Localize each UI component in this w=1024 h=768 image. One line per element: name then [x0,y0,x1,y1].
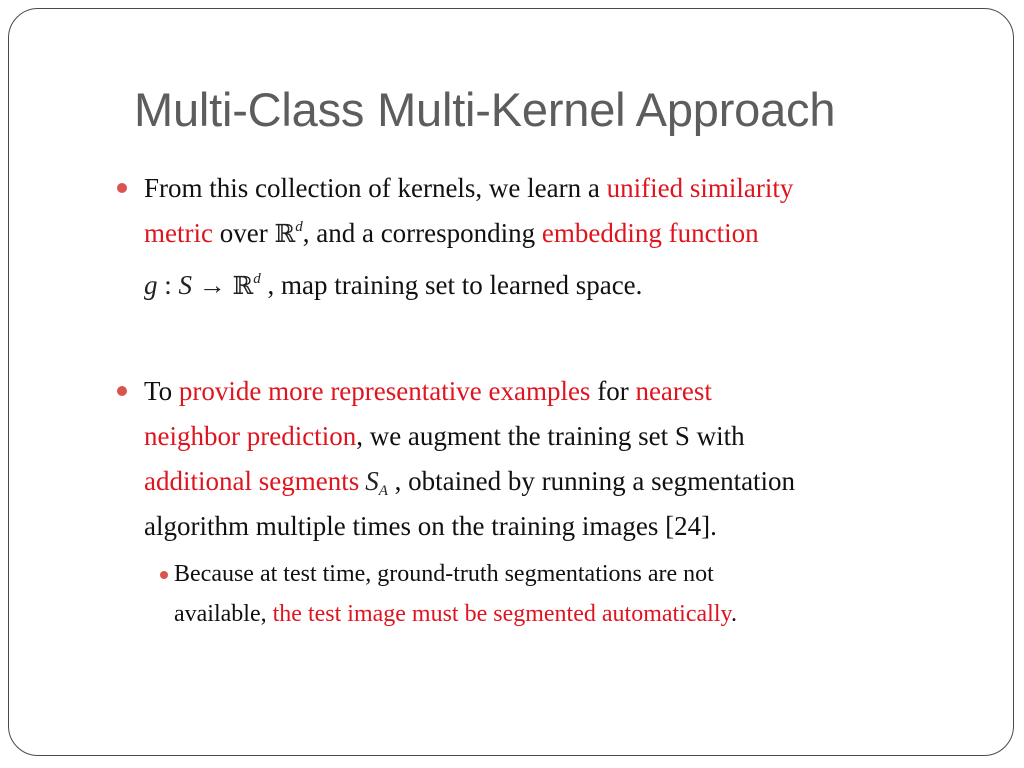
highlight-text: embedding function [541,218,759,248]
sub-bullet-line [174,555,714,594]
slide-title: Multi-Class Multi-Kernel Approach [134,83,836,136]
text: , we augment the training set S with [356,421,745,451]
text: , map training set to learned space. [260,270,643,300]
highlight-text: metric [144,218,213,248]
highlight-text: provide more representative examples [178,376,591,406]
sub-bullet-dot [160,571,168,579]
text: Because at test time, ground-truth segmentations are not [174,561,714,587]
text: From this collection of kernels, we learn a [144,173,607,203]
highlight-text: unified similarity [606,173,794,203]
math-rd: ℝ$^d$ [274,219,303,248]
highlight-text: the test image must be segmented automatically [272,601,731,627]
text: available, [174,601,273,627]
highlight-text: additional segments [144,466,360,496]
text: over [212,218,275,248]
text: algorithm multiple times on the training images [24]. [144,511,717,541]
math-embedding: g : S → ℝ$^d$ [144,270,261,300]
highlight-text: nearest [635,376,712,406]
text: for [590,376,636,406]
sub-bullet-line [174,595,737,634]
text: . [730,601,737,627]
highlight-text: neighbor prediction [144,421,357,451]
text: , obtained by running a segmentation [387,466,796,496]
text: To [144,376,179,406]
text: , and a corresponding [302,218,542,248]
math-sa: $S_A$ [365,466,388,499]
